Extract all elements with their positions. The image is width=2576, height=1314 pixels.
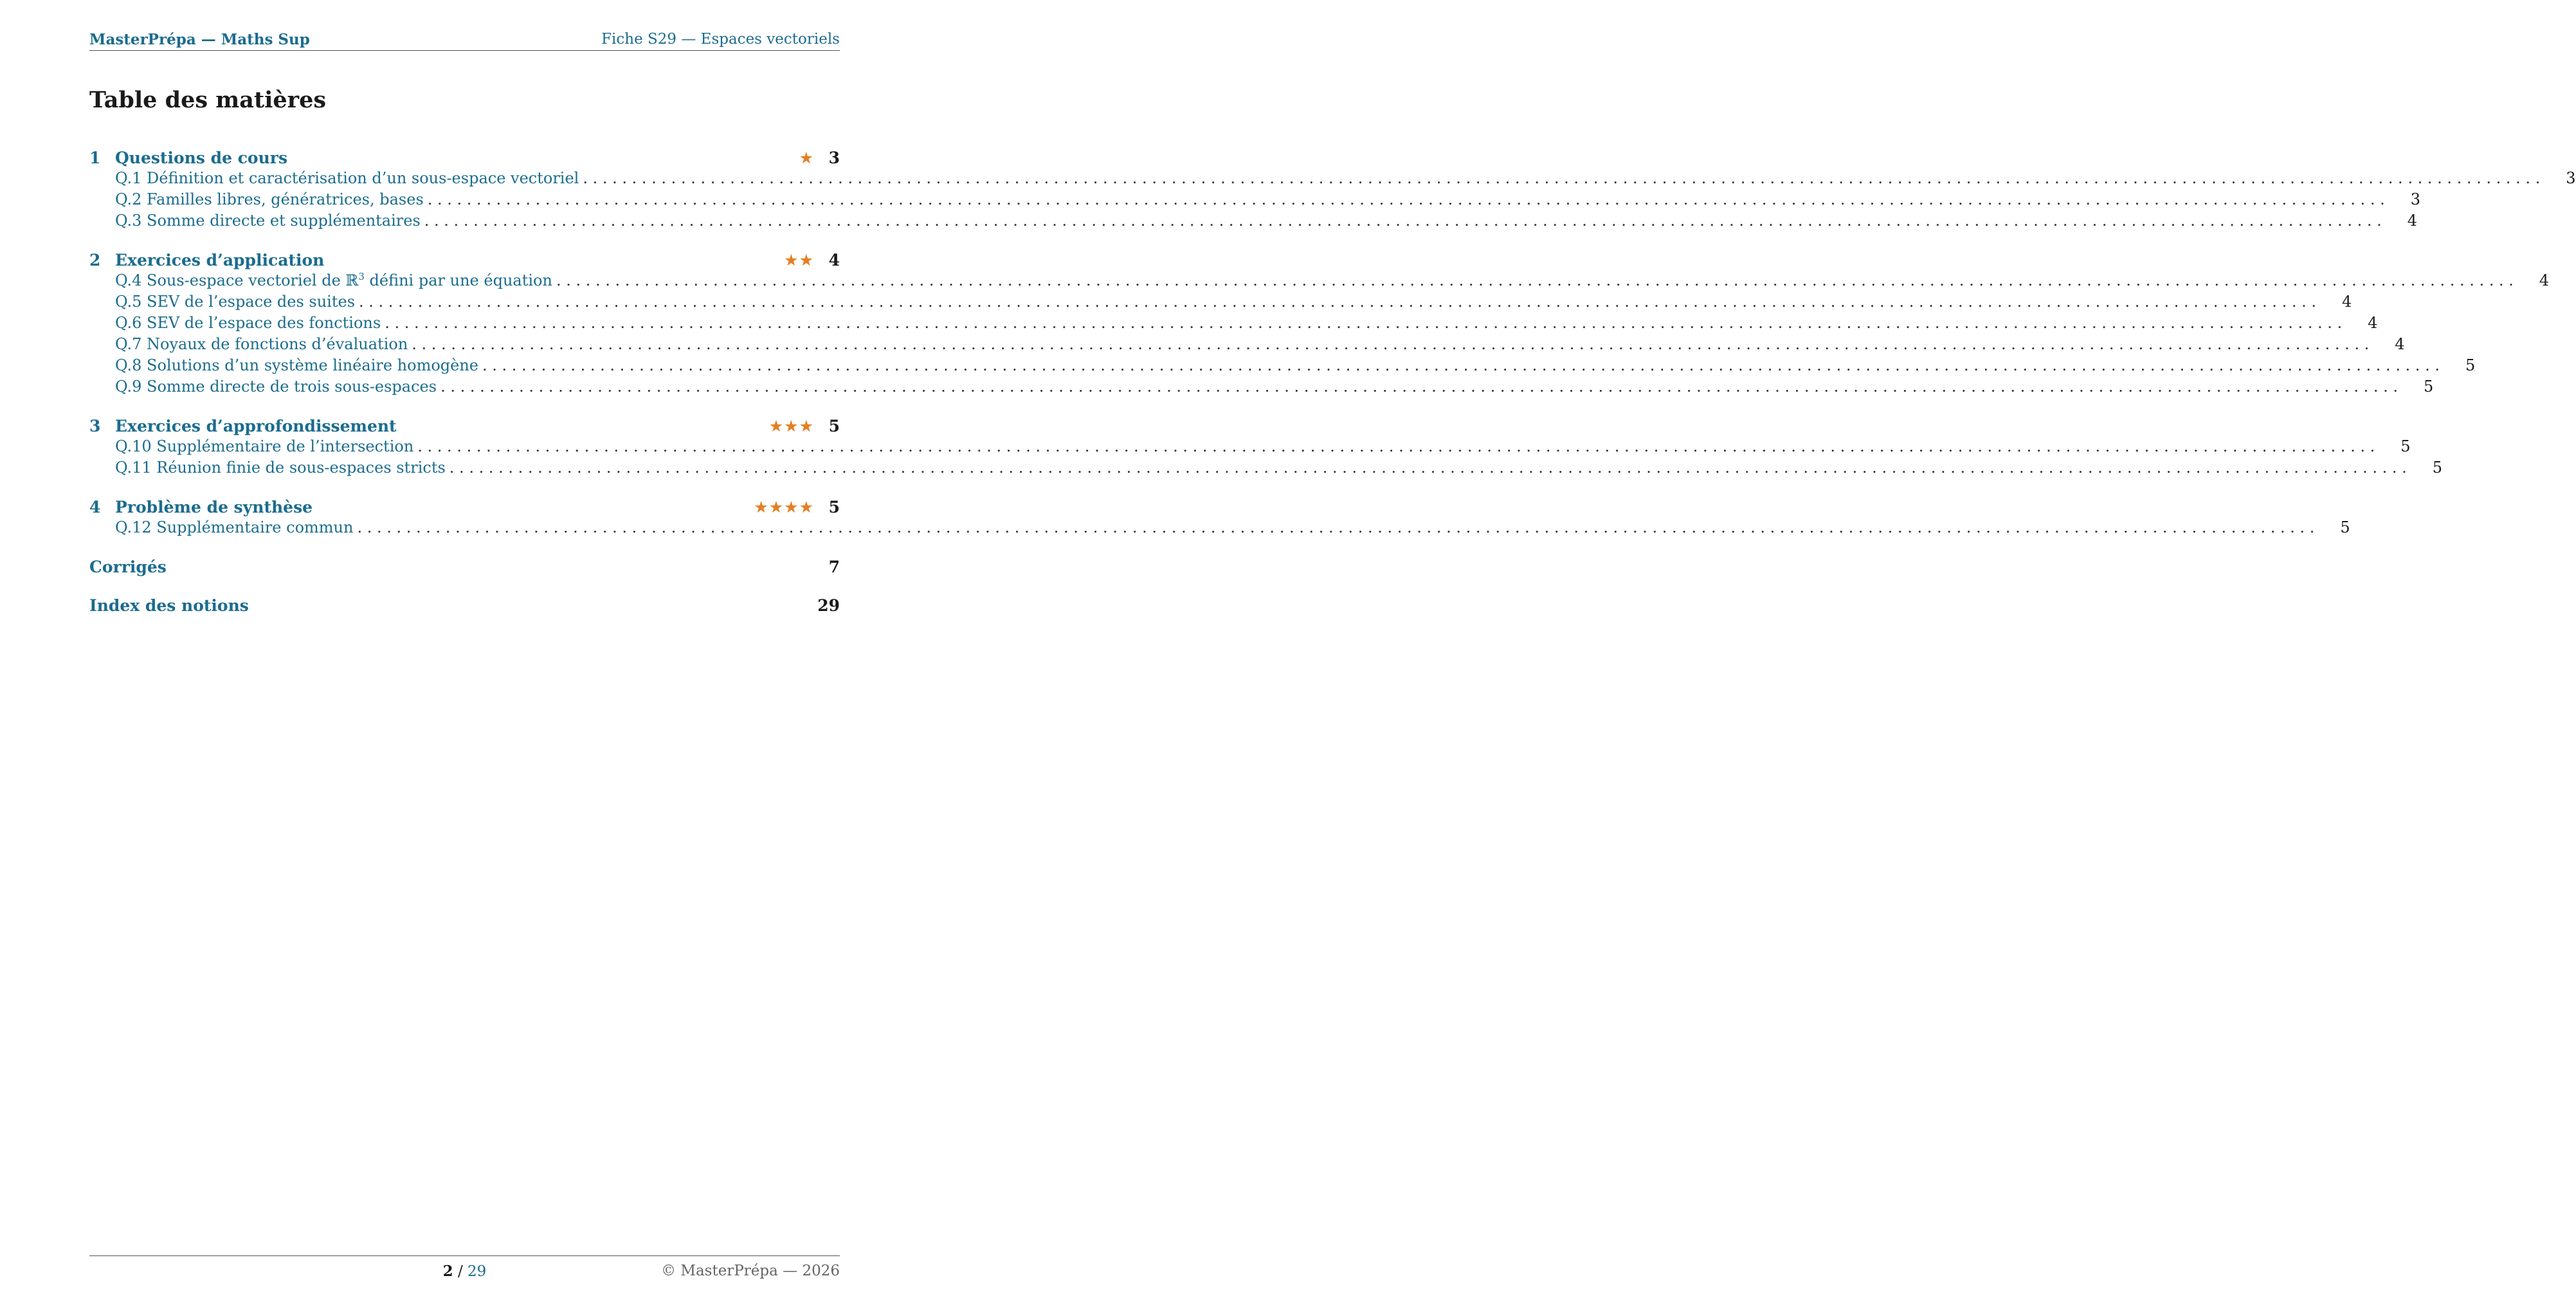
leader-dots: . . . . . . . . . . . . . . . . . . . . . . . . . . . . . . . . . . . . . . . . . . . . . . . . . . . . . . . . . . . . . . . . . . . . . . . . . . . . . . . . . . . . . . . . . . . . . . . . . . . . . . . . . . . . . . . . . . . . . . . . . . . . . . . . . . . . . . . . . . . . . . . . . . . . . . . . . . . . . . . . . . . . . . . . . . . . . . . . . . . . . . . . . . . . . . . . . . . . . . . . [424, 212, 2382, 230]
question-entry[interactable] [89, 335, 2405, 356]
section-page: 4 [828, 251, 840, 269]
question-label[interactable]: Q.10 Supplémentaire de l’intersection [115, 437, 414, 455]
difficulty-stars: ★★★ [768, 417, 814, 435]
section-page: 5 [828, 417, 840, 435]
entry-title[interactable]: Corrigés [89, 558, 167, 576]
header-right: Fiche S29 — Espaces vectoriels [601, 31, 840, 48]
question-label[interactable]: Q.9 Somme directe de trois sous-espaces [115, 378, 437, 396]
toc-section [89, 249, 2550, 399]
question-label[interactable]: Q.8 Solutions d’un système linéaire homogène [115, 356, 479, 374]
question-page: 5 [2424, 378, 2434, 396]
section-entry[interactable] [89, 147, 840, 169]
leader-dots: . . . . . . . . . . . . . . . . . . . . . . . . . . . . . . . . . . . . . . . . . . . . . . . . . . . . . . . . . . . . . . . . . . . . . . . . . . . . . . . . . . . . . . . . . . . . . . . . . . . . . . . . . . . . . . . . . . . . . . . . . . . . . . . . . . . . . . . . . . . . . . . . . . . . . . . . . . . . . . . . . . . . . . . . . . . . . . . . . . . . . . . . . . . . . . . . . . . . . . . . [482, 356, 2440, 374]
section-title[interactable]: Problème de synthèse [115, 498, 313, 516]
exponent: 3 [358, 271, 365, 282]
question-label[interactable]: Q.2 Familles libres, génératrices, bases [115, 190, 424, 208]
question-entry[interactable] [89, 378, 2434, 399]
section-number: 3 [89, 417, 101, 435]
leader-dots: . . . . . . . . . . . . . . . . . . . . . . . . . . . . . . . . . . . . . . . . . . . . . . . . . . . . . . . . . . . . . . . . . . . . . . . . . . . . . . . . . . . . . . . . . . . . . . . . . . . . . . . . . . . . . . . . . . . . . . . . . . . . . . . . . . . . . . . . . . . . . . . . . . . . . . . . . . . . . . . . . . . . . . . . . . . . . . . . . . . . . . . . . . . . . . . . . . . . . . . . [357, 518, 2315, 536]
section-page: 3 [828, 149, 840, 167]
section-page: 5 [828, 498, 840, 516]
difficulty-stars: ★★★★ [754, 498, 814, 516]
header-left: MasterPrépa — Maths Sup [89, 31, 310, 48]
page-footer [89, 1255, 840, 1280]
section-number: 1 [89, 149, 101, 167]
difficulty-stars: ★ [799, 149, 814, 167]
question-label[interactable]: Q.12 Supplémentaire commun [115, 518, 354, 536]
question-entry[interactable] [89, 293, 2352, 314]
section-title[interactable]: Exercices d’application [115, 251, 325, 269]
leader-dots: . . . . . . . . . . . . . . . . . . . . . . . . . . . . . . . . . . . . . . . . . . . . . . . . . . . . . . . . . . . . . . . . . . . . . . . . . . . . . . . . . . . . . . . . . . . . . . . . . . . . . . . . . . . . . . . . . . . . . . . . . . . . . . . . . . . . . . . . . . . . . . . . . . . . . . . . . . . . . . . . . . . . . . . . . . . . . . . . . . . . . . . . . . . . . . . . . . . . . . . . [449, 459, 2407, 477]
question-page: 5 [2340, 518, 2350, 536]
leader-dots: . . . . . . . . . . . . . . . . . . . . . . . . . . . . . . . . . . . . . . . . . . . . . . . . . . . . . . . . . . . . . . . . . . . . . . . . . . . . . . . . . . . . . . . . . . . . . . . . . . . . . . . . . . . . . . . . . . . . . . . . . . . . . . . . . . . . . . . . . . . . . . . . . . . . . . . . . . . . . . . . . . . . . . . . . . . . . . . . . . . . . . . . . . . . . . . . . . . . . . . . [359, 293, 2316, 311]
section-entry[interactable] [89, 249, 840, 271]
question-page: 4 [2368, 314, 2378, 332]
section-number: 2 [89, 251, 101, 269]
leader-dots: . . . . . . . . . . . . . . . . . . . . . . . . . . . . . . . . . . . . . . . . . . . . . . . . . . . . . . . . . . . . . . . . . . . . . . . . . . . . . . . . . . . . . . . . . . . . . . . . . . . . . . . . . . . . . . . . . . . . . . . . . . . . . . . . . . . . . . . . . . . . . . . . . . . . . . . . . . . . . . . . . . . . . . . . . . . . . . . . . . . . . . . . . . . . . . . . . . . . . . . . [556, 271, 2514, 289]
page-separator: / [457, 1263, 463, 1280]
section-entry[interactable] [89, 496, 840, 518]
question-page: 3 [2566, 169, 2576, 187]
question-entry[interactable] [89, 459, 2443, 480]
question-entry[interactable] [89, 518, 2350, 540]
question-page: 4 [2395, 335, 2405, 353]
leader-dots: . . . . . . . . . . . . . . . . . . . . . . . . . . . . . . . . . . . . . . . . . . . . . . . . . . . . . . . . . . . . . . . . . . . . . . . . . . . . . . . . . . . . . . . . . . . . . . . . . . . . . . . . . . . . . . . . . . . . . . . . . . . . . . . . . . . . . . . . . . . . . . . . . . . . . . . . . . . . . . . . . . . . . . . . . . . . . . . . . . . . . . . . . . . . . . . . . . . . . . . . [427, 190, 2385, 208]
question-page: 4 [2539, 271, 2550, 289]
difficulty-stars: ★★ [784, 251, 814, 269]
question-label[interactable]: Q.7 Noyaux de fonctions d’évaluation [115, 335, 408, 353]
total-pages[interactable]: 29 [467, 1263, 487, 1280]
toc-entry-corriges[interactable] [89, 556, 840, 578]
copyright: © MasterPrépa — 2026 [661, 1263, 840, 1279]
section-title[interactable]: Questions de cours [115, 149, 288, 167]
question-label[interactable]: Q.3 Somme directe et supplémentaires [115, 212, 421, 230]
question-page: 5 [2465, 356, 2476, 374]
question-label[interactable]: Q.5 SEV de l’espace des suites [115, 293, 356, 311]
question-label-text: Q.4 Sous-espace vectoriel de ℝ [115, 271, 359, 289]
question-entry[interactable] [89, 356, 2476, 378]
question-entry[interactable] [89, 314, 2378, 335]
toc-title: Table des matières [89, 87, 327, 113]
current-page: 2 [442, 1263, 453, 1280]
leader-dots: . . . . . . . . . . . . . . . . . . . . . . . . . . . . . . . . . . . . . . . . . . . . . . . . . . . . . . . . . . . . . . . . . . . . . . . . . . . . . . . . . . . . . . . . . . . . . . . . . . . . . . . . . . . . . . . . . . . . . . . . . . . . . . . . . . . . . . . . . . . . . . . . . . . . . . . . . . . . . . . . . . . . . . . . . . . . . . . . . . . . . . . . . . . . . . . . . . . . . . . . [440, 378, 2398, 396]
question-page: 4 [2341, 293, 2352, 311]
leader-dots: . . . . . . . . . . . . . . . . . . . . . . . . . . . . . . . . . . . . . . . . . . . . . . . . . . . . . . . . . . . . . . . . . . . . . . . . . . . . . . . . . . . . . . . . . . . . . . . . . . . . . . . . . . . . . . . . . . . . . . . . . . . . . . . . . . . . . . . . . . . . . . . . . . . . . . . . . . . . . . . . . . . . . . . . . . . . . . . . . . . . . . . . . . . . . . . . . . . . . . . . [417, 437, 2375, 455]
question-page: 5 [2400, 437, 2411, 455]
question-entry[interactable] [89, 212, 2417, 233]
section-number: 4 [89, 498, 101, 516]
leader-dots: . . . . . . . . . . . . . . . . . . . . . . . . . . . . . . . . . . . . . . . . . . . . . . . . . . . . . . . . . . . . . . . . . . . . . . . . . . . . . . . . . . . . . . . . . . . . . . . . . . . . . . . . . . . . . . . . . . . . . . . . . . . . . . . . . . . . . . . . . . . . . . . . . . . . . . . . . . . . . . . . . . . . . . . . . . . . . . . . . . . . . . . . . . . . . . . . . . . . . . . . [412, 335, 2370, 353]
section-title[interactable]: Exercices d’approfondissement [115, 417, 397, 435]
question-label[interactable] [115, 271, 556, 289]
table-of-contents [89, 147, 2576, 633]
entry-page: 29 [817, 596, 840, 615]
page-header [89, 28, 840, 51]
section-entry[interactable] [89, 415, 840, 437]
toc-section [89, 496, 2350, 540]
question-label[interactable]: Q.1 Définition et caractérisation d’un sous-espace vectoriel [115, 169, 579, 187]
question-label-text: défini par une équation [364, 271, 552, 289]
toc-section [89, 147, 2576, 233]
toc-entry-index[interactable] [89, 594, 840, 617]
entry-page: 7 [828, 558, 840, 576]
toc-section [89, 415, 2443, 480]
question-entry[interactable] [89, 190, 2420, 212]
question-label[interactable]: Q.6 SEV de l’espace des fonctions [115, 314, 381, 332]
entry-title[interactable]: Index des notions [89, 596, 249, 615]
question-entry[interactable] [89, 271, 2550, 293]
question-page: 4 [2407, 212, 2417, 230]
question-page: 3 [2410, 190, 2420, 208]
question-page: 5 [2432, 459, 2443, 477]
leader-dots: . . . . . . . . . . . . . . . . . . . . . . . . . . . . . . . . . . . . . . . . . . . . . . . . . . . . . . . . . . . . . . . . . . . . . . . . . . . . . . . . . . . . . . . . . . . . . . . . . . . . . . . . . . . . . . . . . . . . . . . . . . . . . . . . . . . . . . . . . . . . . . . . . . . . . . . . . . . . . . . . . . . . . . . . . . . . . . . . . . . . . . . . . . . . . . . . . . . . . . . . [385, 314, 2343, 332]
question-entry[interactable] [89, 169, 2576, 190]
question-label[interactable]: Q.11 Réunion finie de sous-espaces stricts [115, 459, 446, 477]
question-entry[interactable] [89, 437, 2411, 459]
leader-dots: . . . . . . . . . . . . . . . . . . . . . . . . . . . . . . . . . . . . . . . . . . . . . . . . . . . . . . . . . . . . . . . . . . . . . . . . . . . . . . . . . . . . . . . . . . . . . . . . . . . . . . . . . . . . . . . . . . . . . . . . . . . . . . . . . . . . . . . . . . . . . . . . . . . . . . . . . . . . . . . . . . . . . . . . . . . . . . . . . . . . . . . . . . . . . . . . . . . . . . . . [583, 169, 2541, 187]
